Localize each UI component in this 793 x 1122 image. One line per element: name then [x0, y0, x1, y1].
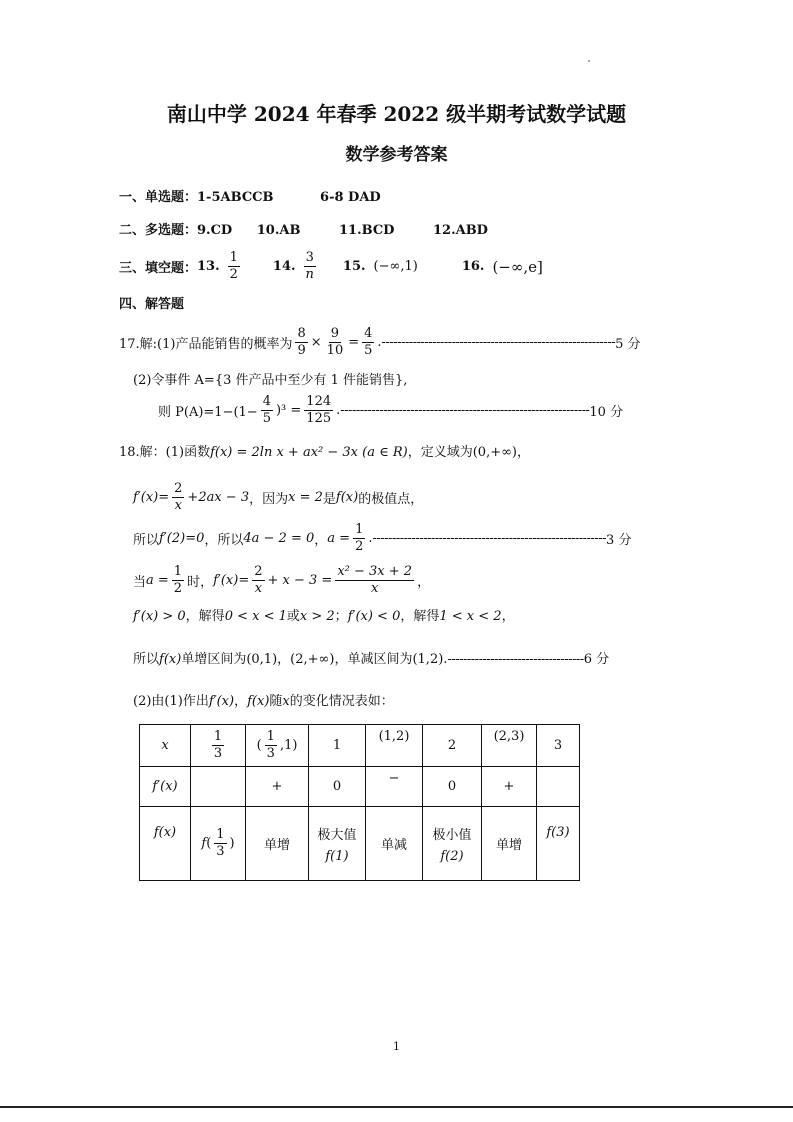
score-p18-1: 3 分 — [606, 533, 632, 548]
table-row: f(x) f( $\frac{1}{3}$ ) 单增 极大值 f(1) 单减 极小值 f(2) 单增 f(3) — [140, 807, 580, 881]
table-row: f′(x) + 0 − 0 + — [140, 767, 580, 807]
page-title: 南山中学 2024 年春季 2022 级半期考试数学试题 — [166, 102, 627, 126]
p18-line6: 所以f(x)单增区间为(0,1)，(2,+∞)，单减区间为(1,2).-----------------------------------6 分 — [133, 652, 610, 667]
answer-13: $\frac{1}{2}$ — [229, 250, 238, 282]
p18-line3: 所以 f′(2)=0 ，所以 4a − 2 = 0 ， a = $\frac{1}{2}$ . ------------------------------------------------------------ 3 分 — [133, 522, 632, 554]
p17-line3: 则 P(A)=1−(1− $\frac{4}{5}$ )³ = $\frac{124}{125}$ . ---------------------------------------------------------------- 10 分 — [158, 394, 624, 426]
answer-15: (−∞,1) — [373, 259, 418, 274]
p18-line4: 当 a = $\frac{1}{2}$ 时， f′(x)= $\frac{2}{x}$ + x − 3 = $\frac{\text{x² − 3x + 2}}{x}$ ， — [133, 564, 431, 596]
scan-speck — [588, 60, 590, 62]
section-multi-choice: 二、多选题：9.CD 10.AB 11.BCD 12.ABD — [119, 223, 488, 238]
page-number: 1 — [393, 1040, 400, 1053]
score-p18-2: 6 分 — [583, 652, 610, 667]
table-row: x $\frac{1}{3}$ ( $\frac{1}{3}$ ,1) 1 (1,2) 2 (2,3) 3 — [140, 725, 580, 767]
bottom-rule — [0, 1106, 793, 1108]
answer-16: (−∞,e] — [492, 257, 543, 276]
section-fill-blank: 三、填空题： 13. $\frac{1}{2}$ 14. $\frac{3}{n}$ 15. (−∞,1) 16. (−∞,e] — [119, 250, 543, 282]
score-p17-2: 10 分 — [589, 405, 624, 420]
score-p17-1: 5 分 — [615, 337, 641, 352]
section-single-choice: 一、单选题：1-5ABCCB 6-8 DAD — [119, 190, 381, 205]
p17-line2: (2)令事件 A={3 件产品中至少有 1 件能销售}, — [133, 373, 408, 388]
variation-table — [139, 724, 580, 881]
p18-line2: f′(x)= $\frac{2}{x}$ +2ax − 3 ，因为 x = 2 是 f(x) 的极值点， — [133, 481, 424, 513]
answer-14: $\frac{3}{n}$ — [305, 250, 314, 282]
p18-line7: (2)由(1)作出f′(x)，f(x)随x的变化情况表如： — [133, 694, 394, 709]
p18-line1: 18.解：(1)函数f(x) = 2ln x + ax² − 3x (a ∈ R)，定义域为(0,+∞)， — [119, 445, 531, 460]
p17-line1: 17.解:(1)产品能销售的概率为 $\frac{8}{9}$ × $\frac{9}{10}$ = $\frac{4}{5}$ . ------------------------------------------------------------ 5 分 — [119, 326, 641, 358]
page-subtitle: 数学参考答案 — [345, 145, 448, 165]
p18-line5: f′(x) > 0，解得0 < x < 1或x > 2；f′(x) < 0，解得1 < x < 2， — [133, 609, 515, 624]
section-solutions: 四、解答题 — [119, 297, 185, 312]
